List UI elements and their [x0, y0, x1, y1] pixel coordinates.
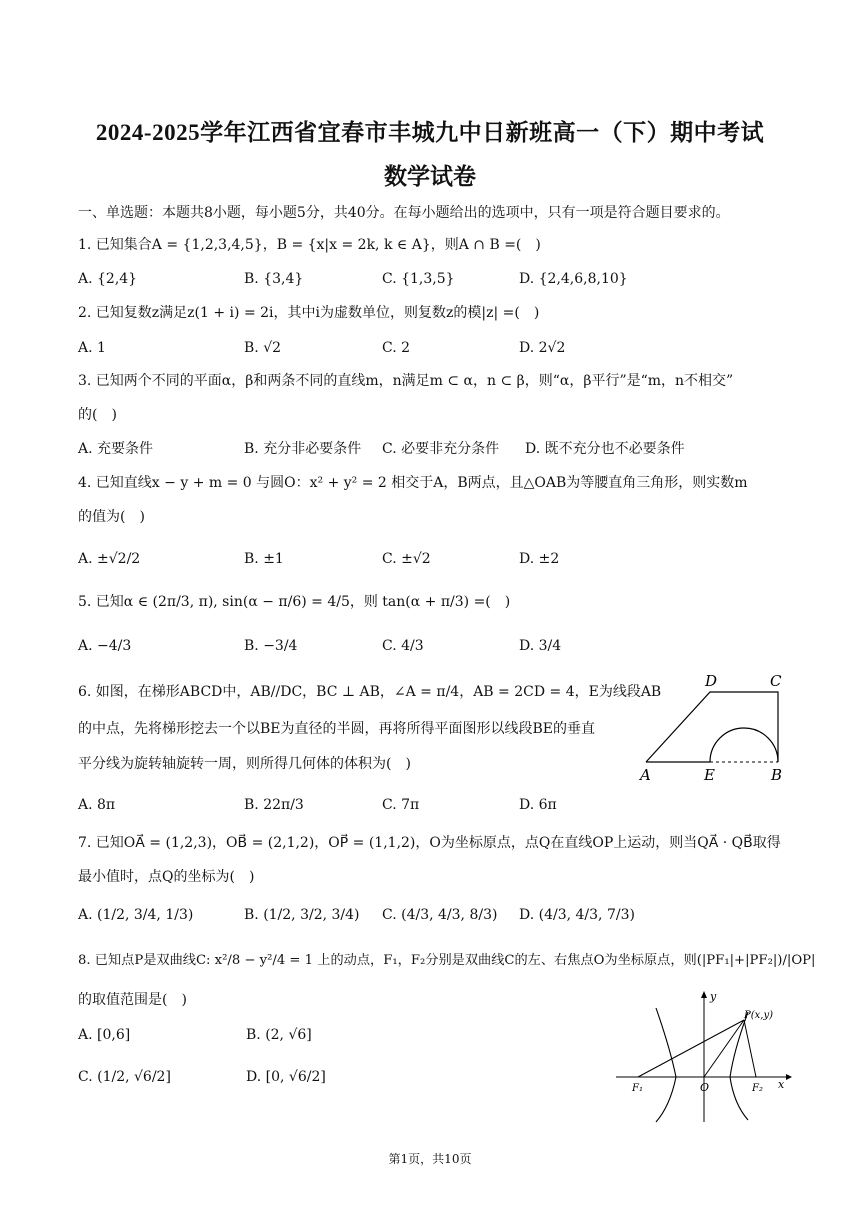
label-y: y: [710, 990, 717, 1003]
question-1-option-a: A. {2,4}: [78, 271, 138, 287]
question-8-option-c: C. (1/2, √6/2]: [78, 1069, 171, 1085]
question-7-stem-line2: 最小值时，点Q的坐标为( ): [78, 869, 255, 885]
question-5-option-c: C. 4/3: [382, 638, 424, 654]
question-8-stem-line1: 8. 已知点P是双曲线C: x²/8 − y²/4 = 1 上的动点，F₁，F₂分别是双曲线C的左、右焦点O为坐标原点，则(|PF₁|+|PF₂|)/|OP|: [78, 953, 816, 968]
page-footer: 第1页，共10页: [388, 1152, 472, 1166]
question-1-option-b: B. {3,4}: [244, 271, 304, 287]
label-e: E: [704, 766, 715, 784]
question-4-option-a: A. ±√2/2: [78, 551, 141, 567]
question-4-option-b: B. ±1: [244, 551, 284, 567]
semicircle: [710, 728, 778, 762]
segment-pf2: [744, 1020, 756, 1077]
question-3-stem-line2: 的( ): [78, 407, 117, 423]
question-4-option-c: C. ±√2: [382, 551, 431, 567]
question-3-stem-line1: 3. 已知两个不同的平面α，β和两条不同的直线m，n满足m ⊂ α，n ⊂ β，则“α，β平行”是“m，n不相交”: [78, 373, 734, 389]
question-7-option-b: B. (1/2, 3/2, 3/4): [244, 907, 360, 923]
label-f1: F₁: [632, 1083, 643, 1094]
trapezoid-figure: [630, 668, 790, 786]
question-8-option-d: D. [0, √6/2]: [246, 1069, 326, 1085]
hyperbola-figure: [610, 988, 796, 1128]
question-4-stem-line2: 的值为( ): [78, 509, 145, 525]
question-7-option-c: C. (4/3, 4/3, 8/3): [382, 907, 498, 923]
question-5-option-a: A. −4/3: [78, 638, 132, 654]
question-3-option-a: A. 充要条件: [78, 441, 154, 457]
question-4-stem-line1: 4. 已知直线x − y + m = 0 与圆O：x² + y² = 2 相交于A，B两点，且△OAB为等腰直角三角形，则实数m: [78, 475, 748, 491]
label-x: x: [778, 1078, 785, 1091]
question-4-option-d: D. ±2: [519, 551, 560, 567]
question-7-option-a: A. (1/2, 3/4, 1/3): [78, 907, 194, 923]
x-axis-arrow-icon: [786, 1074, 792, 1080]
segment-pf1: [638, 1020, 744, 1077]
question-1-stem: 1. 已知集合A = {1,2,3,4,5}，B = {x|x = 2k, k ∈ A}，则A ∩ B =( ): [78, 237, 541, 253]
question-2-option-a: A. 1: [78, 340, 106, 356]
question-2-option-c: C. 2: [382, 340, 411, 356]
question-2-stem: 2. 已知复数z满足z(1 + i) = 2i，其中i为虚数单位，则复数z的模|z| =( ): [78, 305, 540, 321]
question-1-option-d: D. {2,4,6,8,10}: [519, 271, 628, 287]
question-5-stem: 5. 已知α ∈ (2π/3, π), sin(α − π/6) = 4/5，则 tan(α + π/3) =( ): [78, 594, 511, 610]
segment-op: [704, 1020, 744, 1077]
question-3-option-b: B. 充分非必要条件: [244, 441, 362, 457]
question-5-option-b: B. −3/4: [244, 638, 298, 654]
question-6-option-d: D. 6π: [519, 797, 557, 813]
question-6-stem-line2: 的中点，先将梯形挖去一个以BE为直径的半圆，再将所得平面图形以线段BE的垂直: [78, 721, 596, 737]
question-7-option-d: D. (4/3, 4/3, 7/3): [519, 907, 635, 923]
exam-title: 2024-2025学年江西省宜春市丰城九中日新班高一（下）期中考试: [95, 120, 765, 145]
exam-subtitle: 数学试卷: [384, 164, 476, 189]
question-7-stem-line1: 7. 已知OA⃗ = (1,2,3)，OB⃗ = (2,1,2)，OP⃗ = (1,1,2)，O为坐标原点，点Q在直线OP上运动，则当QA⃗ · QB⃗取得: [78, 835, 781, 851]
question-6-stem-line3: 平分线为旋转轴旋转一周，则所得几何体的体积为( ): [78, 756, 411, 772]
question-6-option-c: C. 7π: [382, 797, 420, 813]
question-5-option-d: D. 3/4: [519, 638, 562, 654]
question-8-option-a: A. [0,6]: [78, 1027, 131, 1043]
question-2-option-b: B. √2: [244, 340, 282, 356]
label-c: C: [770, 672, 782, 690]
question-2-option-d: D. 2√2: [519, 340, 566, 356]
question-6-stem-line1: 6. 如图，在梯形ABCD中，AB//DC，BC ⊥ AB，∠A = π/4，AB = 2CD = 4，E为线段AB: [78, 684, 662, 700]
label-p: P(x,y): [744, 1010, 773, 1021]
label-b: B: [771, 766, 783, 784]
question-6-option-b: B. 22π/3: [244, 797, 304, 813]
section-heading: 一、单选题：本题共8小题，每小题5分，共40分。在每小题给出的选项中，只有一项是符合题目要求的。: [78, 205, 730, 221]
label-o: O: [700, 1081, 710, 1094]
hyperbola-left-branch: [656, 1008, 676, 1122]
label-a: A: [640, 766, 651, 784]
question-3-option-d: D. 既不充分也不必要条件: [525, 441, 685, 457]
question-1-option-c: C. {1,3,5}: [382, 271, 455, 287]
question-8-option-b: B. (2, √6]: [246, 1027, 312, 1043]
label-d: D: [705, 672, 718, 690]
question-8-stem-line2: 的取值范围是( ): [78, 992, 187, 1008]
question-3-option-c: C. 必要非充分条件: [382, 441, 500, 457]
y-axis-arrow-icon: [701, 991, 707, 998]
question-6-option-a: A. 8π: [78, 797, 116, 813]
label-f2: F₂: [752, 1083, 763, 1094]
